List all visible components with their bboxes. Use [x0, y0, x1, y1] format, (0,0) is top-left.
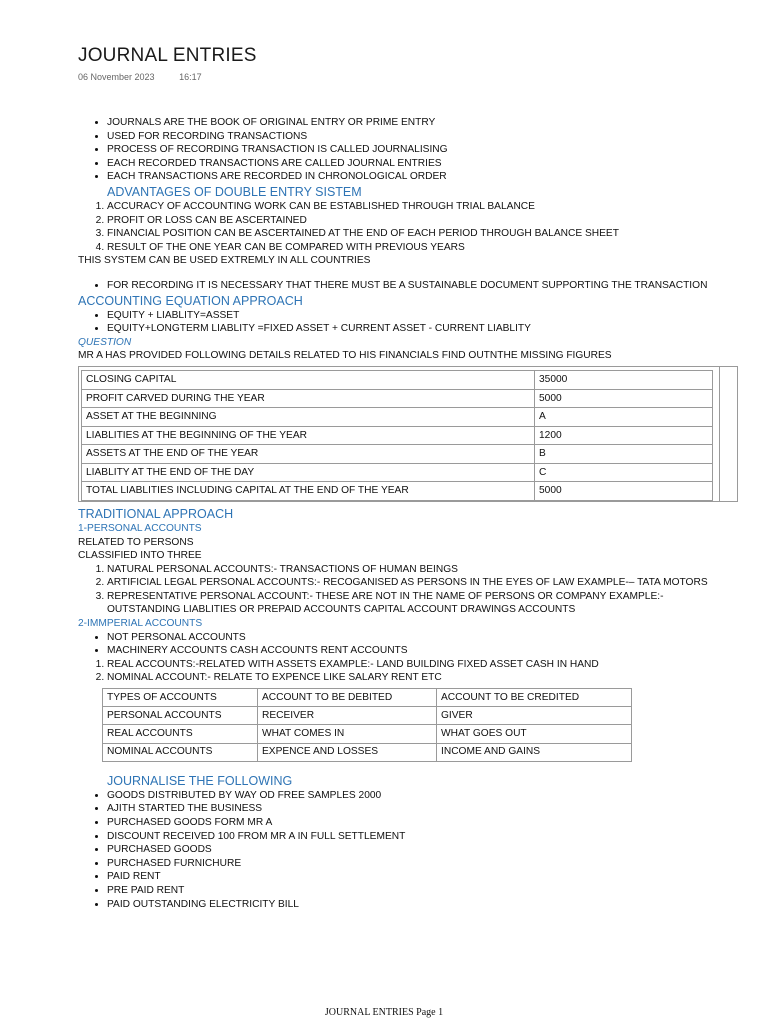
list-item: 3. REPRESENTATIVE PERSONAL ACCOUNT:- THESE ARE NOT IN THE NAME OF PERSONS OR COMPANY EXAMPLE:- OUTSTANDING LIABLITIES OR PREPAID ACCOUNTS CAPITAL ACCOUNT DRAWINGS ACCOUNTS: [107, 590, 718, 617]
table-cell: CLOSING CAPITAL: [82, 370, 535, 389]
list-item: • FOR RECORDING IT IS NECESSARY THAT THERE MUST BE A SUSTAINABLE DOCUMENT SUPPORTING THE TRANSACTION: [107, 279, 718, 293]
imperial-accounts-list: [78, 658, 718, 685]
list-item: • DISCOUNT RECEIVED 100 FROM MR A IN FULL SETTLEMENT: [107, 830, 718, 844]
page-time: 16:17: [179, 72, 202, 82]
list-item: • PURCHASED GOODS FORM MR A: [107, 816, 718, 830]
table-cell: WHAT COMES IN: [258, 725, 437, 743]
list-item: • MACHINERY ACCOUNTS CASH ACCOUNTS RENT ACCOUNTS: [107, 644, 718, 658]
list-item: • PURCHASED GOODS: [107, 843, 718, 857]
list-item: • USED FOR RECORDING TRANSACTIONS: [107, 130, 718, 144]
table-row: [82, 370, 713, 389]
list-item: • EQUITY + LIABLITY=ASSET: [107, 309, 718, 323]
list-item: 4. RESULT OF THE ONE YEAR CAN BE COMPARED WITH PREVIOUS YEARS: [107, 241, 718, 255]
list-item: 3. FINANCIAL POSITION CAN BE ASCERTAINED AT THE END OF EACH PERIOD THROUGH BALANCE SHEET: [107, 227, 718, 241]
equation-heading: ACCOUNTING EQUATION APPROACH: [78, 293, 303, 308]
table-row: [82, 463, 713, 482]
table-cell: EXPENCE AND LOSSES: [258, 743, 437, 761]
list-item: • NOT PERSONAL ACCOUNTS: [107, 631, 718, 645]
accounts-rules-table: [102, 688, 632, 762]
table-cell: LIABLITIES AT THE BEGINNING OF THE YEAR: [82, 426, 535, 445]
page-date: 06 November 2023: [78, 72, 155, 82]
table-row: [82, 389, 713, 408]
table-row: [103, 707, 632, 725]
personal-line-1: RELATED TO PERSONS: [78, 536, 194, 548]
personal-accounts-heading: 1-PERSONAL ACCOUNTS: [78, 522, 202, 534]
page-content: [78, 116, 718, 911]
table-cell: ACCOUNT TO BE CREDITED: [437, 689, 632, 707]
list-item: • PAID RENT: [107, 870, 718, 884]
table-row: [82, 426, 713, 445]
table-row: [103, 743, 632, 761]
list-item: 2. ARTIFICIAL LEGAL PERSONAL ACCOUNTS:- RECOGANISED AS PERSONS IN THE EYES OF LAW EXAMPLE-– TATA MOTORS: [107, 576, 718, 590]
intro-list: [78, 116, 718, 184]
journalise-heading: JOURNALISE THE FOLLOWING: [107, 773, 293, 788]
list-item: • EQUITY+LONGTERM LIABLITY =FIXED ASSET + CURRENT ASSET - CURRENT LIABLITY: [107, 322, 718, 336]
advantages-list: [78, 200, 718, 254]
table-row: [103, 725, 632, 743]
table-cell: LIABLITY AT THE END OF THE DAY: [82, 463, 535, 482]
table-cell: PERSONAL ACCOUNTS: [103, 707, 258, 725]
table-cell: INCOME AND GAINS: [437, 743, 632, 761]
list-item: 2. PROFIT OR LOSS CAN BE ASCERTAINED: [107, 214, 718, 228]
page-footer: JOURNAL ENTRIES Page 1: [324, 1007, 444, 1018]
list-item: 2. NOMINAL ACCOUNT:- RELATE TO EXPENCE LIKE SALARY RENT ETC: [107, 671, 718, 685]
table-cell: 5000: [535, 389, 713, 408]
table-row: [103, 689, 632, 707]
question-text: MR A HAS PROVIDED FOLLOWING DETAILS RELATED TO HIS FINANCIALS FIND OUTNTHE MISSING FIGURES: [78, 350, 612, 362]
table-row: [82, 408, 713, 427]
imperial-bullets: [78, 631, 718, 658]
recording-list: [78, 279, 718, 293]
traditional-heading: TRADITIONAL APPROACH: [78, 506, 234, 521]
table-row: [82, 445, 713, 464]
list-item: • PURCHASED FURNICHURE: [107, 857, 718, 871]
table-cell: C: [535, 463, 713, 482]
list-item: • PROCESS OF RECORDING TRANSACTION IS CALLED JOURNALISING: [107, 143, 718, 157]
table-cell: ACCOUNT TO BE DEBITED: [258, 689, 437, 707]
personal-line-2: CLASSIFIED INTO THREE: [78, 550, 202, 562]
list-item: 1. ACCURACY OF ACCOUNTING WORK CAN BE ESTABLISHED THROUGH TRIAL BALANCE: [107, 200, 718, 214]
list-item: • EACH RECORDED TRANSACTIONS ARE CALLED JOURNAL ENTRIES: [107, 157, 718, 171]
advantages-note: THIS SYSTEM CAN BE USED EXTREMLY IN ALL COUNTRIES: [78, 255, 371, 267]
table-cell: TOTAL LIABLITIES INCLUDING CAPITAL AT THE END OF THE YEAR: [82, 482, 535, 501]
page-meta: [78, 72, 202, 82]
list-item: • JOURNALS ARE THE BOOK OF ORIGINAL ENTRY OR PRIME ENTRY: [107, 116, 718, 130]
list-item: • PRE PAID RENT: [107, 884, 718, 898]
table-cell: B: [535, 445, 713, 464]
table-row: [82, 482, 713, 501]
question-label: QUESTION: [78, 336, 132, 348]
table-cell: NOMINAL ACCOUNTS: [103, 743, 258, 761]
personal-accounts-list: [78, 563, 718, 617]
table-cell: 1200: [535, 426, 713, 445]
equation-list: [78, 309, 718, 336]
table-cell: A: [535, 408, 713, 427]
list-item: • AJITH STARTED THE BUSINESS: [107, 802, 718, 816]
table-cell: RECEIVER: [258, 707, 437, 725]
table-cell: REAL ACCOUNTS: [103, 725, 258, 743]
list-item: • GOODS DISTRIBUTED BY WAY OD FREE SAMPLES 2000: [107, 789, 718, 803]
table-cell: 5000: [535, 482, 713, 501]
journalise-list: [78, 789, 718, 911]
list-item: • PAID OUTSTANDING ELECTRICITY BILL: [107, 898, 718, 912]
imperial-accounts-heading: 2-IMMPERIAL ACCOUNTS: [78, 618, 203, 630]
advantages-heading: ADVANTAGES OF DOUBLE ENTRY SISTEM: [107, 184, 362, 199]
table-cell: ASSETS AT THE END OF THE YEAR: [82, 445, 535, 464]
table-cell: WHAT GOES OUT: [437, 725, 632, 743]
page-title: JOURNAL ENTRIES: [78, 45, 257, 66]
missing-figures-table-frame: [78, 366, 738, 502]
list-item: 1. NATURAL PERSONAL ACCOUNTS:- TRANSACTIONS OF HUMAN BEINGS: [107, 563, 718, 577]
table-cell: PROFIT CARVED DURING THE YEAR: [82, 389, 535, 408]
list-item: • EACH TRANSACTIONS ARE RECORDED IN CHRONOLOGICAL ORDER: [107, 170, 718, 184]
table-cell: 35000: [535, 370, 713, 389]
table-cell: TYPES OF ACCOUNTS: [103, 689, 258, 707]
table-cell: GIVER: [437, 707, 632, 725]
list-item: 1. REAL ACCOUNTS:-RELATED WITH ASSETS EXAMPLE:- LAND BUILDING FIXED ASSET CASH IN HAND: [107, 658, 718, 672]
missing-figures-table: [81, 370, 713, 501]
table-cell: ASSET AT THE BEGINNING: [82, 408, 535, 427]
